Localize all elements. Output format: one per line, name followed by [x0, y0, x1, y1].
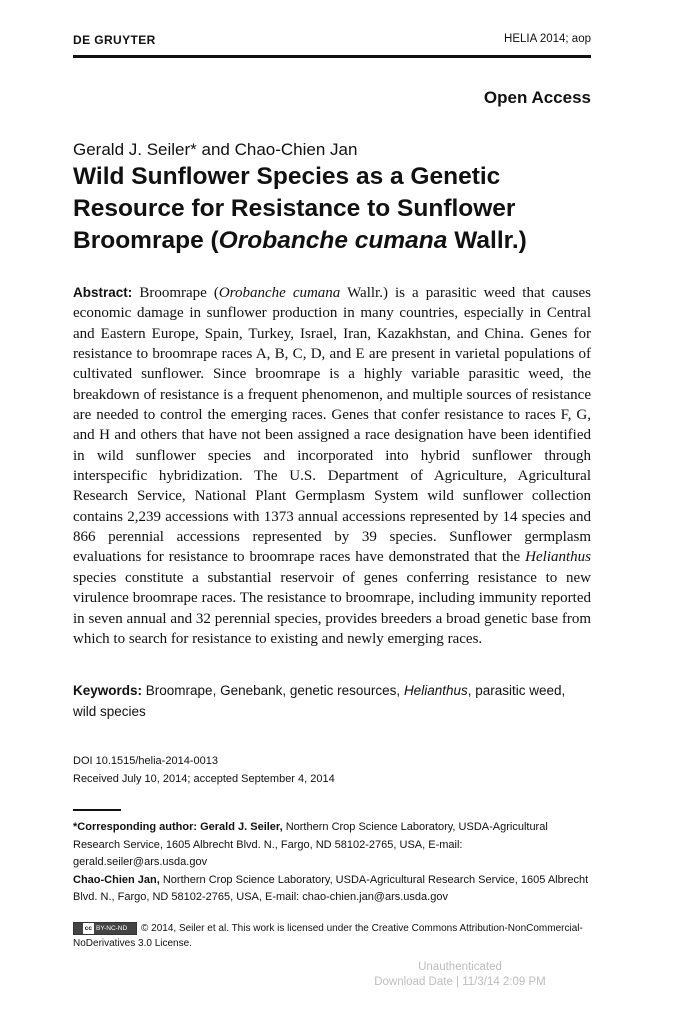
- abstract-genus: Helianthus: [525, 549, 591, 566]
- title-text-end: Wallr.): [447, 227, 527, 254]
- abstract-text: Wallr.) is a parasitic weed that causes economic damage in sunflower production in many countries, especially in Central and Eastern Europe, Spain, Turkey, Israel, Iran, Kazakhstan, and China. Genes for resistance to broomrape races A, B, C, D, and E are present in varietal populations of cultivated sunflower. Since broomrape is a highly variable parasitic weed, the breakdown of resistance is a frequent phenomenon, and multiple sources of resistance are needed to control the emerging races. Genes that confer resistance to races F, G, and H and others that have not been assigned a race designation have been identified in wild sunflower species and incorporated into hybrid sunflower through interspecific hybridization. The U.S. Department of Agriculture, Agricultural Research Service, National Plant Germplasm System wild sunflower collection contains 2,239 accessions with 1373 annual accessions represented by 14 species and 866 perennial accessions represented by 39 species. Sunflower germplasm evaluations for resistance to broomrape races have demonstrated that the: [73, 285, 591, 566]
- watermark-line-1: Unauthenticated: [418, 961, 502, 973]
- journal-citation: HELIA 2014; aop: [504, 33, 591, 45]
- coauthor: [73, 872, 593, 907]
- open-access-label: Open Access: [483, 88, 591, 107]
- footnote: [73, 819, 593, 907]
- coauthor-address: Northern Crop Science Laboratory, USDA-Agricultural Research Service, 1605 Albrecht Blvd. N., Fargo, ND 58102-2765, USA, E-mail: chao-chien.jan@ars.usda.gov: [73, 873, 589, 903]
- license-text: © 2014, Seiler et al. This work is licensed under the Creative Commons Attribution-NonCommercial-NoDerivatives 3.0 License.: [73, 923, 583, 949]
- coauthor-label: Chao-Chien Jan,: [73, 873, 160, 886]
- keywords-text: , parasitic weed, wild species: [73, 683, 566, 719]
- corresponding-author-label: *Corresponding author: Gerald J. Seiler,: [73, 821, 283, 833]
- header-rule: [73, 55, 591, 58]
- footnote-rule: [73, 809, 121, 811]
- abstract: [73, 283, 591, 649]
- doi: DOI 10.1515/helia-2014-0013: [73, 755, 218, 767]
- corresponding-author: [73, 819, 593, 872]
- title-species: Orobanche cumana: [218, 227, 448, 254]
- cc-license-icon: [73, 922, 137, 935]
- authors: Gerald J. Seiler* and Chao-Chien Jan: [73, 140, 358, 159]
- corresponding-author-address: Northern Crop Science Laboratory, USDA-Agricultural Research Service, 1605 Albrecht Blvd. N., Fargo, ND 58102-2765, USA, E-mail: gerald.seiler@ars.usda.gov: [73, 821, 548, 868]
- abstract-text: Broomrape (: [132, 285, 219, 301]
- article-title: [73, 161, 593, 257]
- title-text: Wild Sunflower Species as a Genetic Resource for Resistance to Sunflower Broomrape (: [73, 163, 516, 254]
- keywords-text: Broomrape, Genebank, genetic resources,: [142, 683, 404, 698]
- abstract-species: Orobanche cumana: [218, 285, 341, 301]
- license: [73, 921, 593, 951]
- watermark-line-2: Download Date | 11/3/14 2:09 PM: [374, 976, 546, 988]
- cc-badge-logo: cc: [84, 924, 93, 932]
- article-meta: [73, 752, 335, 788]
- received-date: Received July 10, 2014; accepted September 4, 2014: [73, 773, 335, 785]
- keywords-label: Keywords:: [73, 683, 143, 698]
- keywords-genus: Helianthus: [403, 683, 468, 698]
- abstract-text: species constitute a substantial reservoir of genes conferring resistance to new virulence broomrape races. The resistance to broomrape, including immunity reported in seven annual and 32 perennial species, provides breeders a broad genetic base from which to search for resistance to existing and newly emerging races.: [73, 569, 591, 647]
- download-watermark: [300, 960, 620, 990]
- cc-badge-text: BY-NC-ND: [96, 924, 128, 932]
- abstract-label: Abstract:: [73, 285, 133, 300]
- publisher-name: DE GRUYTER: [73, 33, 156, 47]
- keywords: [73, 681, 591, 722]
